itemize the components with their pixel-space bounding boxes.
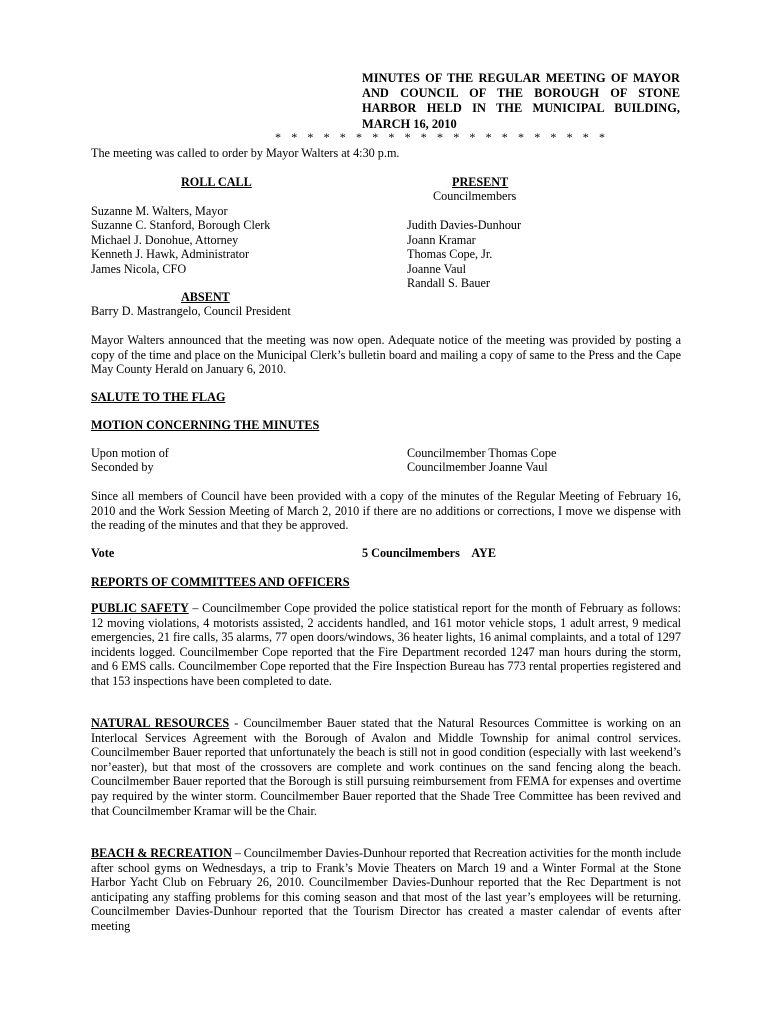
reports-heading: REPORTS OF COMMITTEES AND OFFICERS — [91, 575, 350, 589]
councilmember-item: Judith Davies-Dunhour — [407, 218, 522, 232]
beach-recreation-text: – Councilmember Davies-Dunhour reported that Recreation activities for the month include after school gyms on Wednesdays, a trip to Frank’s Movie Theaters on March 19 and a Winter Formal at the Stone Harbor Yacht Club on February 26, 2010. Councilmember Davies-Dunhour reported that the Rec Department is not anticipating any staffing problems for this coming season and that most of the last year’s employees will be returning. Councilmember Davies-Dunhour reported that the Tourism Director has created a master calendar of events after meeting — [91, 846, 681, 933]
minutes-motion-heading: MOTION CONCERNING THE MINUTES — [91, 418, 320, 432]
councilmember-item: Thomas Cope, Jr. — [407, 247, 493, 261]
document-title: MINUTES OF THE REGULAR MEETING OF MAYOR AND COUNCIL OF THE BOROUGH OF STONE HARBOR HELD IN THE MUNICIPAL BUILDING, MARCH 16, 2010 — [362, 71, 680, 131]
absent-member: Barry D. Mastrangelo, Council President — [91, 304, 291, 318]
natural-resources-report — [91, 716, 681, 818]
vote-result: 5 Councilmembers AYE — [362, 546, 496, 560]
councilmember-item: Joanne Vaul — [407, 262, 467, 276]
official-item: Suzanne C. Stanford, Borough Clerk — [91, 218, 271, 232]
minutes-motion-text: Since all members of Council have been provided with a copy of the minutes of the Regular Meeting of February 16, 2010 and the Work Session Meeting of March 2, 2010 if there are no additions or corrections, I move we dispense with the reading of the minutes and that they be approved. — [91, 489, 681, 533]
beach-recreation-report — [91, 846, 681, 934]
separator: * * * * * * * * * * * * * * * * * * * * * — [275, 130, 609, 144]
roll-call-heading: ROLL CALL — [181, 175, 252, 189]
public-safety-text: – Councilmember Cope provided the police statistical report for the month of February as follows: 12 moving violations, 4 motorists assisted, 2 accidents handled, and 161 motor vehicle stops, 1 adult arrest, 9 medical emergencies, 21 fire calls, 35 alarms, 77 open doors/windows, 36 heater lights, 16 animal complaints, and a total of 1297 incidents logged. Councilmember Cope reported that the Fire Department recorded 1247 man hours during the storm, and 6 EMS calls. Councilmember Cope reported that the Fire Inspection Bureau has 773 rental properties registered and that 153 inspections have been completed to date. — [91, 601, 681, 688]
councilmember-item: Joann Kramar — [407, 233, 476, 247]
public-safety-report — [91, 601, 681, 689]
official-item: Suzanne M. Walters, Mayor — [91, 204, 228, 218]
public-safety-label: PUBLIC SAFETY — [91, 601, 189, 615]
natural-resources-text: - Councilmember Bauer stated that the Natural Resources Committee is working on an Interlocal Services Agreement with the Borough of Avalon and Middle Township for animal control services. Councilmember Bauer reported that unfortunately the beach is still not in good condition (especially with last weekend’s nor’easter), but that most of the crossovers are complete and work continues on the sand fencing along the beach. Councilmember Bauer reported that the Borough is still pursuing reimbursement from FEMA for expenses and overtime pay required by the winter storm. Councilmember Bauer reported that the Shade Tree Committee has been revived and that Councilmember Kramar will be the Chair. — [91, 716, 681, 818]
salute-heading: SALUTE TO THE FLAG — [91, 390, 226, 404]
motion-label: Upon motion of — [91, 446, 169, 460]
vote-label: Vote — [91, 546, 115, 560]
seconded-label: Seconded by — [91, 460, 154, 474]
beach-recreation-label: BEACH & RECREATION — [91, 846, 232, 860]
councilmember-item: Randall S. Bauer — [407, 276, 490, 290]
official-item: Kenneth J. Hawk, Administrator — [91, 247, 250, 261]
seconded-by: Councilmember Joanne Vaul — [407, 460, 548, 474]
present-heading: PRESENT — [452, 175, 509, 189]
councilmembers-label: Councilmembers — [433, 189, 517, 203]
absent-heading: ABSENT — [181, 290, 230, 304]
official-item: James Nicola, CFO — [91, 262, 187, 276]
motion-by: Councilmember Thomas Cope — [407, 446, 557, 460]
call-to-order: The meeting was called to order by Mayor Walters at 4:30 p.m. — [91, 146, 400, 160]
official-item: Michael J. Donohue, Attorney — [91, 233, 239, 247]
natural-resources-label: NATURAL RESOURCES — [91, 716, 230, 730]
notice-paragraph: Mayor Walters announced that the meeting was now open. Adequate notice of the meeting was provided by posting a copy of the time and place on the Municipal Clerk’s bulletin board and mailing a copy of same to the Press and the Cape May County Herald on January 6, 2010. — [91, 333, 681, 377]
